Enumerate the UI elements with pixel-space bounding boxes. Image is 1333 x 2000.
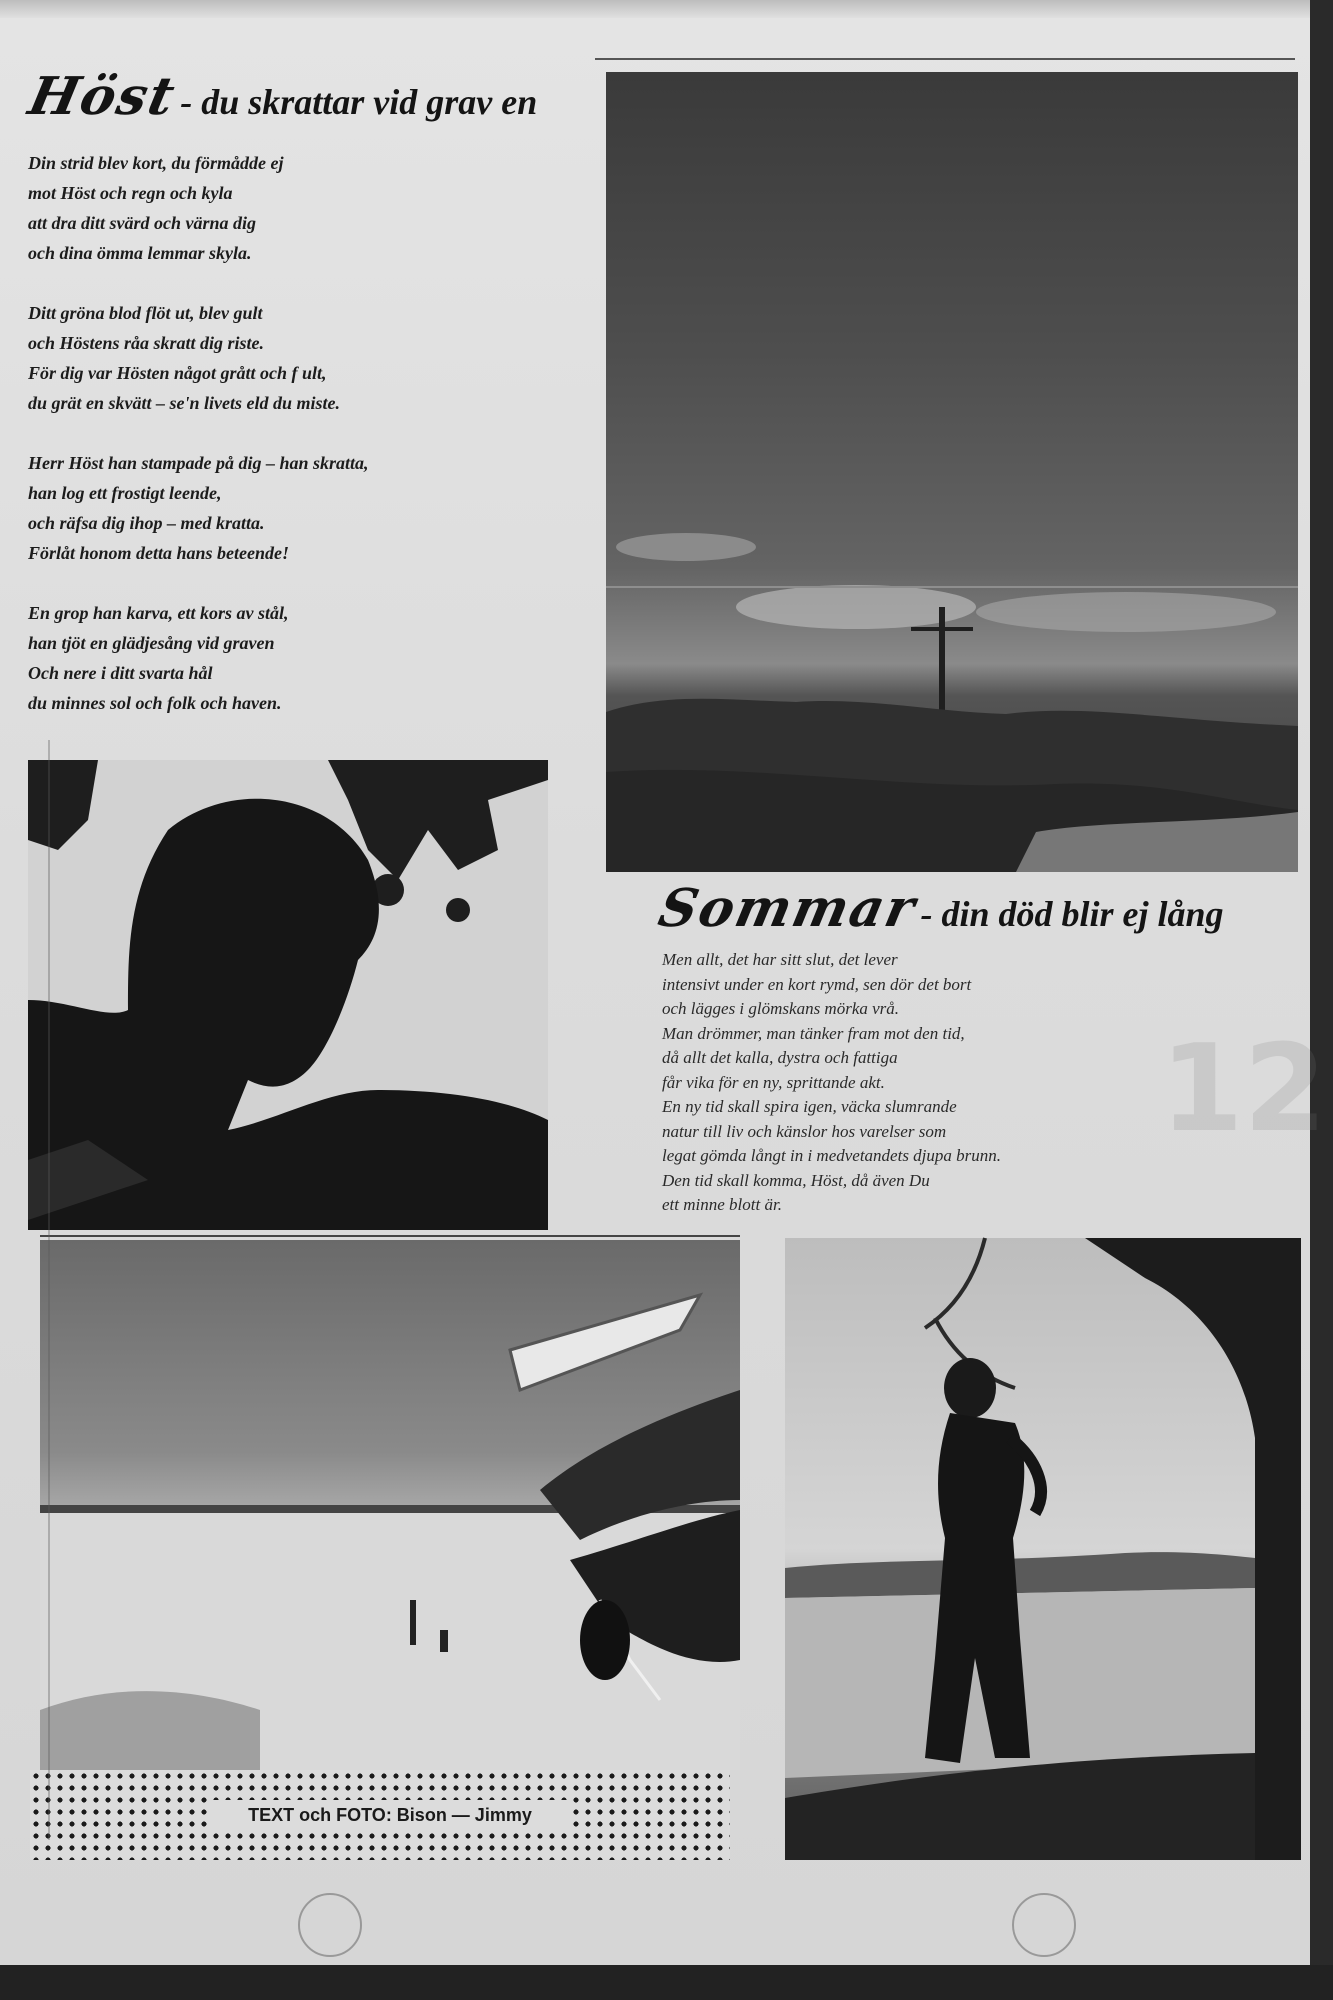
sommar-title-script: Sommar (653, 878, 922, 939)
sommar-title-rest: - din död blir ej lång (920, 894, 1224, 934)
silhouette-portrait-photo (28, 760, 548, 1230)
poem-stanza (28, 298, 588, 418)
binder-hole (1012, 1893, 1076, 1957)
prose-line: Men allt, det har sitt slut, det lever (662, 950, 898, 969)
page-edge-shadow (0, 0, 1310, 18)
prose-line: då allt det kalla, dystra och fattiga (662, 1048, 898, 1067)
man-by-lake-photo (785, 1238, 1301, 1860)
prose-line: får vika för en ny, sprittande akt. (662, 1072, 885, 1092)
hosten-title-script: Höst (23, 66, 182, 127)
poem-line: han tjöt en glädjesång vid graven (28, 633, 275, 653)
prose-line: legat gömda långt in i medvetandets djupa brunn. (662, 1146, 1002, 1165)
poem-line: En grop han karva, ett kors av stål, (28, 603, 289, 623)
credit-box (30, 1770, 730, 1860)
sommar-prose (662, 948, 1162, 1218)
poem-line: Herr Höst han stampade på dig – han skratta, (28, 453, 369, 473)
silhouette-photo-art (28, 760, 548, 1230)
poem-line: För dig var Hösten något grått och f ult, (28, 363, 327, 383)
poem-line: mot Höst och regn och kyla (28, 183, 233, 203)
hosten-title-rest: - du skrattar vid grav en (180, 82, 538, 122)
prose-line: Den tid skall komma, Höst, då även Du (662, 1170, 930, 1190)
prose-line: intensivt under en kort rymd, sen dör det bort (662, 974, 972, 994)
sommar-title (653, 878, 1224, 939)
binder-hole (298, 1893, 362, 1957)
top-rule (595, 58, 1295, 60)
poem-stanza (28, 448, 588, 568)
poem-line: du minnes sol och folk och haven. (28, 693, 282, 713)
prose-line: ett minne blott är. (662, 1195, 782, 1214)
beach-photo (40, 1240, 740, 1770)
beach-photo-art (40, 1240, 740, 1770)
poem-line: Din strid blev kort, du förmådde ej (28, 153, 284, 173)
poem-stanza (28, 598, 588, 718)
prose-line: natur till liv och känslor hos varelser som (662, 1121, 947, 1141)
prose-line: Man drömmer, man tänker fram mot den tid, (662, 1023, 965, 1043)
cross-photo-art (606, 72, 1298, 872)
poem-line: han log ett frostigt leende, (28, 483, 222, 503)
scanner-bed (0, 1965, 1333, 2000)
poem-line: du grät en skvätt – se'n livets eld du miste. (28, 393, 341, 413)
poem-line: Och nere i ditt svarta hål (28, 663, 213, 683)
prose-line: och lägges i glömskans mörka vrå. (662, 999, 900, 1018)
cross-on-dune-photo (606, 72, 1298, 872)
section-rule (40, 1235, 740, 1237)
poem-line: och dina ömma lemmar skyla. (28, 243, 252, 263)
poem-line: och räfsa dig ihop – med kratta. (28, 513, 265, 533)
poem-line: att dra ditt svärd och värna dig (28, 213, 257, 233)
poem-line: Ditt gröna blod flöt ut, blev gult (28, 303, 263, 323)
poem-line: och Höstens råa skratt dig riste. (28, 333, 265, 353)
credit-text: TEXT och FOTO: Bison — Jimmy (210, 1800, 570, 1830)
prose-line: En ny tid skall spira igen, väcka slumrande (662, 1097, 957, 1116)
poem-stanza (28, 148, 588, 268)
paper-fold (48, 740, 50, 1840)
man-photo-art (785, 1238, 1301, 1860)
bleed-through-mark: 12 (1160, 1020, 1327, 1159)
hosten-title (23, 66, 538, 127)
poem-line: Förlåt honom detta hans beteende! (28, 543, 290, 563)
poem (28, 148, 588, 748)
